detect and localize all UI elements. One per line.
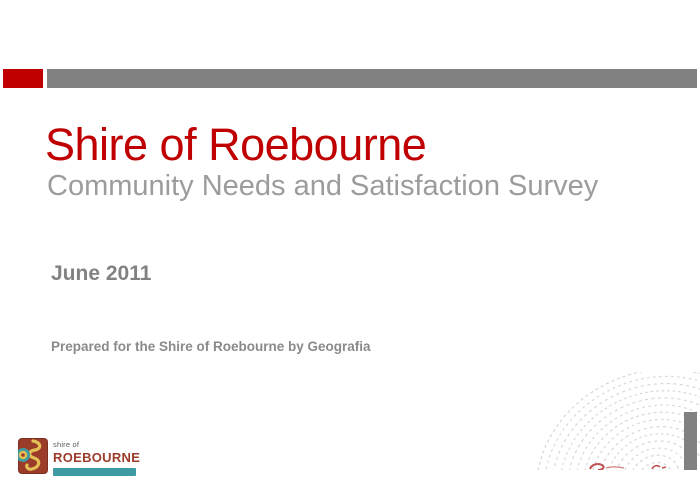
slide-subtitle: Community Needs and Satisfaction Survey (47, 169, 599, 202)
shire-of-roebourne-logo (18, 438, 140, 479)
header-accent-red-block (3, 69, 43, 88)
logo-tagline-bar (53, 468, 136, 476)
right-edge-gray-bar (684, 412, 697, 470)
slide-title: Shire of Roebourne (45, 119, 427, 170)
slide-date: June 2011 (51, 262, 152, 285)
fingerprint-watermark-icon (535, 372, 700, 470)
title-block (45, 119, 675, 203)
header-rule-gray-bar (47, 69, 697, 88)
prepared-by-line: Prepared for the Shire of Roebourne by Geografia (51, 339, 371, 354)
geografia-logo-partial (588, 461, 668, 470)
shire-logo-text (53, 438, 140, 476)
logo-roebourne-label: ROEBOURNE (53, 449, 141, 465)
shire-logo-icon (18, 438, 48, 479)
logo-shire-of-label: shire of (53, 440, 80, 449)
